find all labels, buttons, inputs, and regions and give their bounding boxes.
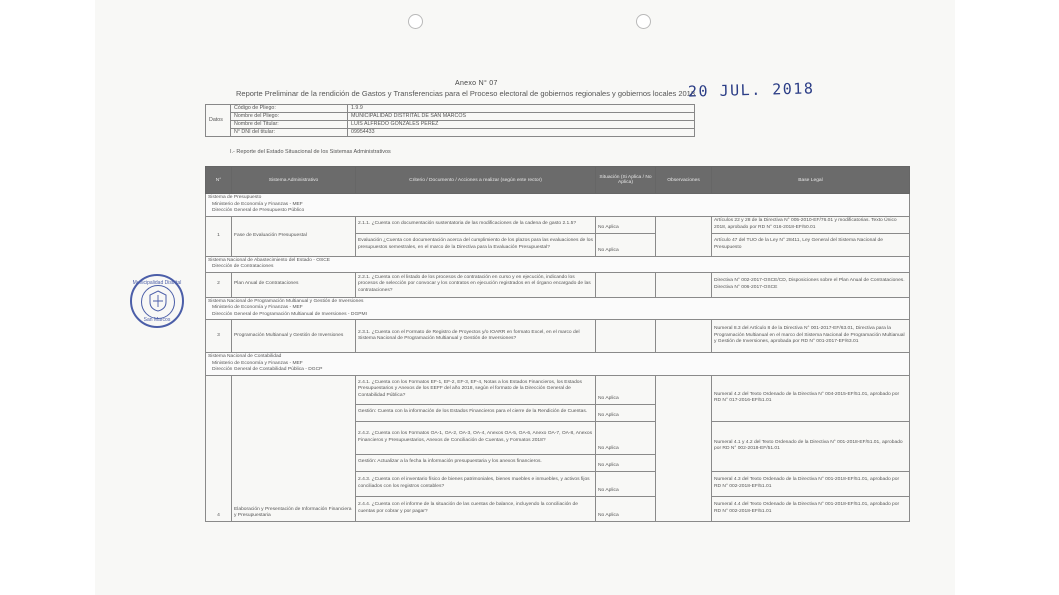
systems-table — [205, 166, 910, 522]
col-header: Situación (Si Aplica / No Aplica) — [596, 167, 656, 194]
col-header: Observaciones — [656, 167, 712, 194]
legal-basis: Artículos 22 y 28 de la Directiva N° 005-2010-EF/76.01 y modificatorias. Texto Único 2018, aprobado por RD N° 016-2018-EF/50.01 — [712, 216, 910, 233]
row-number: 3 — [206, 320, 232, 353]
criterion: 2.2.1. ¿Cuenta con el listado de los procesos de contratación en curso y en ejecución, indicando los procesos de selección por convocar y los contratos en ejecución registrados en el órgano encargado de las contrataciones? — [356, 272, 596, 297]
situation — [596, 320, 656, 353]
criterion: 2.4.3. ¿Cuenta con el inventario físico de bienes patrimoniales, bienes muebles e inmuebles, y activos fijos conciliados con los registros contables? — [356, 471, 596, 496]
section-title: I.- Reporte del Estado Situacional de los Sistemas Administrativos — [230, 149, 391, 155]
seal-top-text: Municipalidad Distrital — [132, 280, 182, 286]
situation: No Aplica — [596, 216, 656, 233]
legal-basis: Artículo 47 del TUO de la Ley N° 28411, Ley General del Sistema Nacional de Presupuesto — [712, 233, 910, 256]
situation: No Aplica — [596, 471, 656, 496]
seal-emblem-icon — [148, 290, 168, 312]
section-line: Ministerio de Economía y Finanzas - MEF — [212, 305, 303, 310]
punch-hole-right — [636, 14, 651, 29]
section-line: Sistema Nacional de Programación Multianual y Gestión de Inversiones — [208, 298, 364, 304]
legal-basis: Directiva N° 002-2017-OSCE/CD, Disposiciones sobre el Plan Anual de Contrataciones. Directiva N° 006-2017-OSCE — [712, 272, 910, 297]
entity-label: Nombre del Pliego: — [231, 113, 348, 121]
seal-bottom-text: San Marcos — [143, 317, 171, 323]
situation: No Aplica — [596, 233, 656, 256]
section-line: Sistema de Presupuesto — [208, 195, 262, 200]
observations — [656, 375, 712, 521]
criterion: 2.3.1. ¿Cuenta con el Formato de Registro de Proyectos y/o IOARR en formato Excel, en el marco del Sistema Nacional de Programación Multianual y Gestión de Inversiones? — [356, 320, 596, 353]
situation — [596, 272, 656, 297]
system-name: Plan Anual de Contrataciones — [232, 272, 356, 297]
col-header: Sistema Administrativo — [232, 167, 356, 194]
table-header-row — [206, 167, 910, 194]
row-number: 4 — [206, 375, 232, 521]
section-line: Dirección de Contrataciones — [212, 264, 274, 269]
situation: No Aplica — [596, 404, 656, 421]
entity-info-table — [205, 104, 695, 137]
entity-label: Nombre del Titular: — [231, 121, 348, 129]
criterion: Gestión: Cuenta con la información de los Estados Financieros para el cierre de la Rendición de Cuentas. — [356, 404, 596, 421]
situation: No Aplica — [596, 421, 656, 454]
system-name: Fase de Evaluación Presupuestal — [232, 216, 356, 256]
row-number: 2 — [206, 272, 232, 297]
table-row — [206, 272, 910, 297]
legal-basis: Numeral 4.2 del Texto Ordenado de la Directiva N° 004-2015-EF/51.01, aprobado por RD N° 017-2016-EF/51.01 — [712, 375, 910, 421]
col-header: N° — [206, 167, 232, 194]
criterion: 2.4.2. ¿Cuenta con los Formatos OA-1, OA-2, OA-3, OA-4, Anexos OA-5, OA-6, Anexo OA-7, OA-8, Anexos Financieros y Presupuestarios, Anexos de Conciliación de Cuentas, y Formatos 2018? — [356, 421, 596, 454]
annex-number: Anexo N° 07 — [455, 80, 498, 87]
col-header: Base Legal — [712, 167, 910, 194]
observations — [656, 272, 712, 297]
situation: No Aplica — [596, 375, 656, 404]
system-name: Elaboración y Presentación de Información Financiera y Presupuestaria — [232, 375, 356, 521]
section-line: Ministerio de Economía y Finanzas - MEF — [212, 201, 303, 207]
section-line: Dirección General de Contabilidad Pública - DGCP — [212, 367, 323, 372]
entity-label: Código de Pliego: — [231, 105, 348, 113]
section-line: Sistema Nacional de Abastecimiento del Estado - OSCE — [208, 257, 331, 263]
entity-side-label: Datos — [206, 105, 231, 137]
criterion: 2.1.1. ¿Cuenta con documentación sustentatoria de las modificaciones de la cadena de gasto 2.1.5? — [356, 216, 596, 233]
date-stamp: 20 JUL. 2018 — [687, 79, 815, 101]
section-line: Dirección General de Presupuesto Público — [212, 208, 305, 213]
entity-value: 09954433 — [348, 129, 695, 137]
criterion: 2.4.4. ¿Cuenta con el informe de la situación de las cuentas de balance, incluyendo la conciliación de cuentas por cobrar y por pagar? — [356, 496, 596, 521]
section-line: Ministerio de Economía y Finanzas - MEF — [212, 360, 303, 366]
section-row — [206, 256, 910, 272]
table-row — [206, 216, 910, 233]
col-header: Criterio / Documento / Acciones a realizar (según ente rector) — [356, 167, 596, 194]
entity-value: LUIS ALFREDO GONZALES PEREZ — [348, 121, 695, 129]
report-title: Reporte Preliminar de la rendición de Gastos y Transferencias para el Proceso electoral de gobiernos regionales y gobiernos locales 2018 — [236, 89, 696, 98]
situation: No Aplica — [596, 454, 656, 471]
section-row — [206, 194, 910, 217]
criterion: Gestión: Actualizar a la fecha la información presupuestaria y los anexos financieros. — [356, 454, 596, 471]
legal-basis: Numeral 4.3 del Texto Ordenado de la Directiva N° 001-2018-EF/51.01, aprobado por RD N° 002-2018-EF/51.01 — [712, 471, 910, 496]
entity-value: 1.9.9 — [348, 105, 695, 113]
situation: No Aplica — [596, 496, 656, 521]
section-row — [206, 297, 910, 320]
system-name: Programación Multianual y Gestión de Inversiones — [232, 320, 356, 353]
municipal-seal — [130, 274, 184, 328]
section-line: Sistema Nacional de Contabilidad — [208, 354, 282, 359]
entity-label: N° DNI del titular: — [231, 129, 348, 137]
section-line: Dirección General de Programación Multianual de Inversiones - DGPMI — [212, 311, 367, 317]
criterion: 2.4.1. ¿Cuenta con los Formatos EF-1, EF-2, EF-3, EF-4, Notas a los Estados Financieros, los Estados Presupuestarios y Anexos de los EEFF del año 2018, según el formato de la Dirección General de Contabilidad Pública? — [356, 375, 596, 404]
punch-hole-left — [408, 14, 423, 29]
observations — [656, 216, 712, 256]
table-row — [206, 375, 910, 404]
table-row — [206, 320, 910, 353]
row-number: 1 — [206, 216, 232, 256]
observations — [656, 320, 712, 353]
legal-basis: Numeral 4.4 del Texto Ordenado de la Directiva N° 001-2018-EF/51.01, aprobado por RD N° 002-2018-EF/51.01 — [712, 496, 910, 521]
legal-basis: Numeral 8.3 del Artículo 8 de la Directiva N° 001-2017-EF/63.01, Directiva para la Programación Multianual en el marco del Sistema Nacional de Programación Multianual y Gestión de Inversiones, aprobada por RD N° 001-2017-EF/63.01 — [712, 320, 910, 353]
criterion: Evaluación ¿Cuenta con documentación acerca del cumplimiento de los plazos para las evaluaciones de los presupuestos semestrales, en el marco de la Directiva para la Evaluación Presupuestal? — [356, 233, 596, 256]
section-row — [206, 353, 910, 376]
entity-value: MUNICIPALIDAD DISTRITAL DE SAN MARCOS — [348, 113, 695, 121]
legal-basis: Numeral 4.1 y 4.2 del Texto Ordenado de la Directiva N° 001-2018-EF/51.01, aprobado por RD N° 002-2018-EF/51.01 — [712, 421, 910, 471]
